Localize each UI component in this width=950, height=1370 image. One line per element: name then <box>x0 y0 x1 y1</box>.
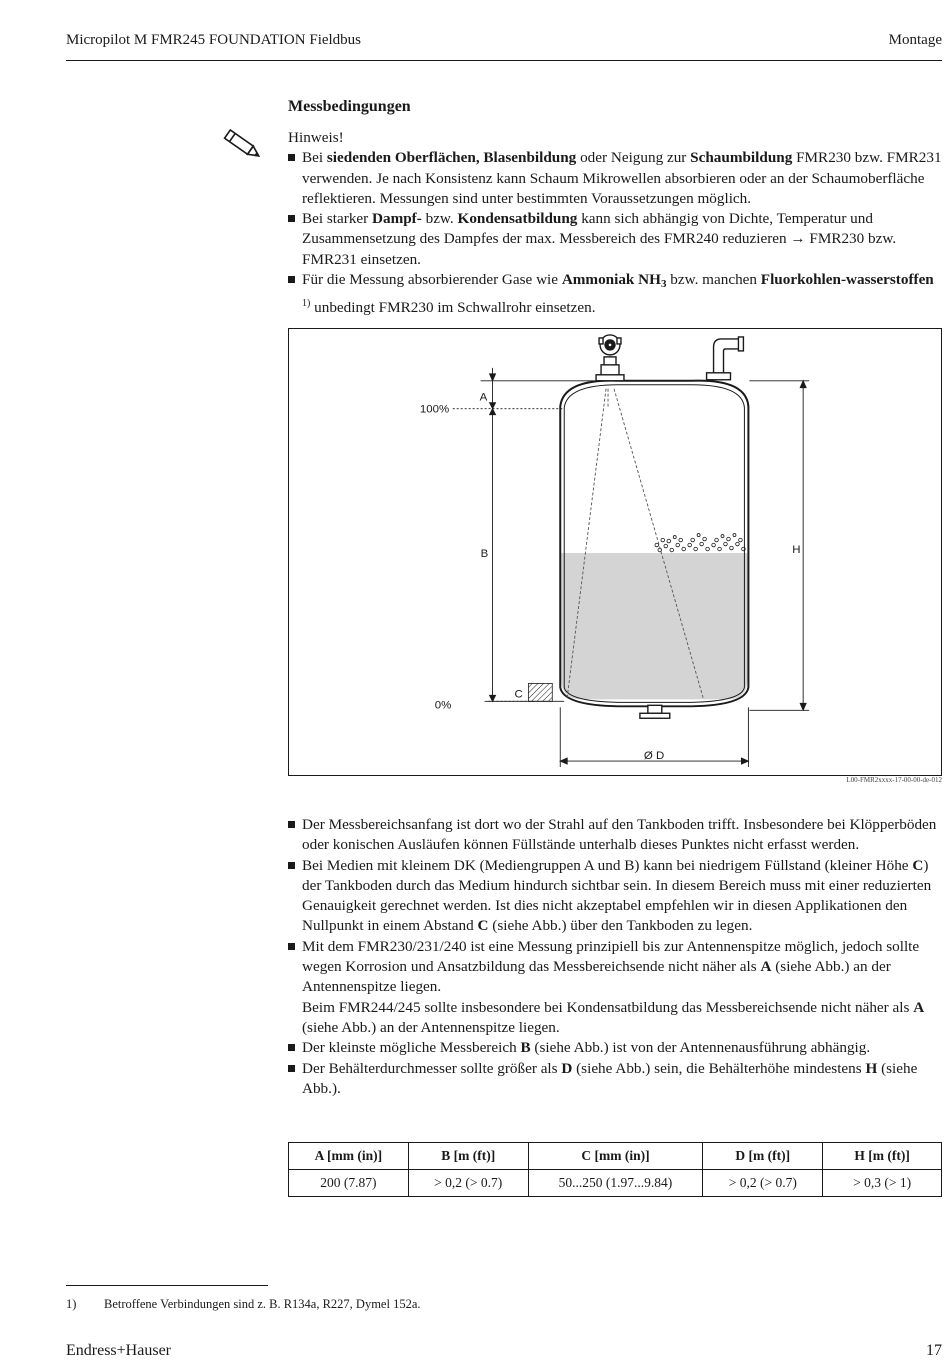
table-header: B [m (ft)] <box>408 1143 528 1170</box>
note-block <box>288 128 943 319</box>
label-a: A <box>479 391 488 404</box>
table-row <box>289 1170 942 1197</box>
note-label: Hinweis! <box>288 129 344 146</box>
running-header-title: Micropilot M FMR245 FOUNDATION Fieldbus <box>66 32 362 48</box>
bullet-list <box>288 815 943 1099</box>
label-diameter: Ø D <box>643 750 665 763</box>
table-header: C [mm (in)] <box>528 1143 703 1170</box>
table-cell: > 0,2 (> 0.7) <box>408 1170 528 1197</box>
dead-zone-c <box>528 683 552 701</box>
radar-instrument <box>596 335 624 381</box>
label-h: H <box>792 543 801 556</box>
footnote-text: Betroffene Verbindungen sind z. B. R134a, R227, Dymel 152a. <box>104 1297 421 1311</box>
running-header-chapter: Montage <box>888 32 942 48</box>
bullet-item: Mit dem FMR230/231/240 ist eine Messung prinzipiell bis zur Antennenspitze möglich, jedoch sollte wegen Korrosion und Ansatzbildung das Messbereichsende nicht näher als A (siehe Abb.) an der Antennenspitze liegen. Beim FMR244/245 sollte insbesondere bei Kondensatbildung das Messbereichsende nicht näher als A (siehe Abb.) an der Antennenspitze liegen. <box>288 937 943 1038</box>
label-b: B <box>480 547 489 560</box>
tank-diagram <box>288 328 942 776</box>
table-cell: > 0,2 (> 0.7) <box>703 1170 823 1197</box>
pencil-note-icon <box>220 128 266 162</box>
spec-table <box>288 1142 942 1197</box>
note-item: Bei siedenden Oberflächen, Blasenbildung oder Neigung zur Schaumbildung FMR230 bzw. FMR231 verwenden. Je nach Konsistenz kann Schaum Mikrowellen absorbieren oder an der Schaumoberfläche reflektieren. Messungen sind unter bestimmten Voraussetzungen möglich. <box>288 148 943 209</box>
footnote-number: 1) <box>66 1297 77 1311</box>
bullet-block <box>288 815 943 1099</box>
table-header: A [mm (in)] <box>289 1143 409 1170</box>
label-100-percent: 100% <box>419 403 450 416</box>
liquid-fill <box>561 553 747 699</box>
page-number: 17 <box>926 1342 942 1359</box>
bullet-continuation: Beim FMR244/245 sollte insbesondere bei Kondensatbildung das Messbereichsende nicht näher als A (siehe Abb.) an der Antennenspitze liegen. <box>302 998 925 1036</box>
bullet-item: Der Behälterdurchmesser sollte größer als D (siehe Abb.) sein, die Behälterhöhe mindestens H (siehe Abb.). <box>288 1059 943 1100</box>
bullet-item: Der Messbereichsanfang ist dort wo der Strahl auf den Tankboden trifft. Insbesondere bei Klöpperböden oder konischen Ausläufen können Füllstände unterhalb dieses Punktes nicht erfasst werden. <box>288 815 943 856</box>
note-list <box>288 148 943 318</box>
footer-brand: Endress+Hauser <box>66 1342 171 1359</box>
header-rule <box>66 60 942 61</box>
note-item: Für die Messung absorbierender Gase wie Ammoniak $NH_3$ bzw. manchen Fluorkohlen-wasserstoffen $^{1)}$ unbedingt FMR230 im Schwallrohr einsetzen. <box>288 270 943 319</box>
table-cell: > 0,3 (> 1) <box>823 1170 942 1197</box>
table-cell: 200 (7.87) <box>289 1170 409 1197</box>
label-0-percent: 0% <box>434 699 452 712</box>
footnote-rule <box>66 1285 268 1286</box>
outlet-pipe <box>707 337 744 380</box>
note-item: Bei starker Dampf- bzw. Kondensatbildung kann sich abhängig von Dichte, Temperatur und Zusammensetzung des Dampfes der max. Messbereich des FMR240 reduzieren → FMR230 bzw. FMR231 einsetzen. <box>288 209 943 270</box>
table-cell: 50...250 (1.97...9.84) <box>528 1170 703 1197</box>
foam-layer <box>655 534 745 552</box>
label-c: C <box>514 688 523 701</box>
figure-code: L00-FMR2xxxx-17-00-00-de-012 <box>846 776 942 784</box>
section-title: Messbedingungen <box>288 98 411 115</box>
bullet-item: Bei Medien mit kleinem DK (Mediengruppen A und B) kann bei niedrigem Füllstand (kleiner Höhe C) der Tankboden durch das Medium hindurch sichtbar sein. In diesem Bereich muss mit einer reduzierten Genauigkeit gerechnet werden. Ist dies nicht akzeptabel empfehlen wir in diesen Applikationen den Nullpunkt in einem Abstand C (siehe Abb.) über den Tankboden zu legen. <box>288 856 943 937</box>
table-header: H [m (ft)] <box>823 1143 942 1170</box>
bullet-item: Der kleinste mögliche Messbereich B (siehe Abb.) ist von der Antennenausführung abhängig. <box>288 1038 943 1058</box>
table-header: D [m (ft)] <box>703 1143 823 1170</box>
footnote-ref[interactable]: 1) <box>302 298 311 310</box>
table-header-row <box>289 1143 942 1170</box>
